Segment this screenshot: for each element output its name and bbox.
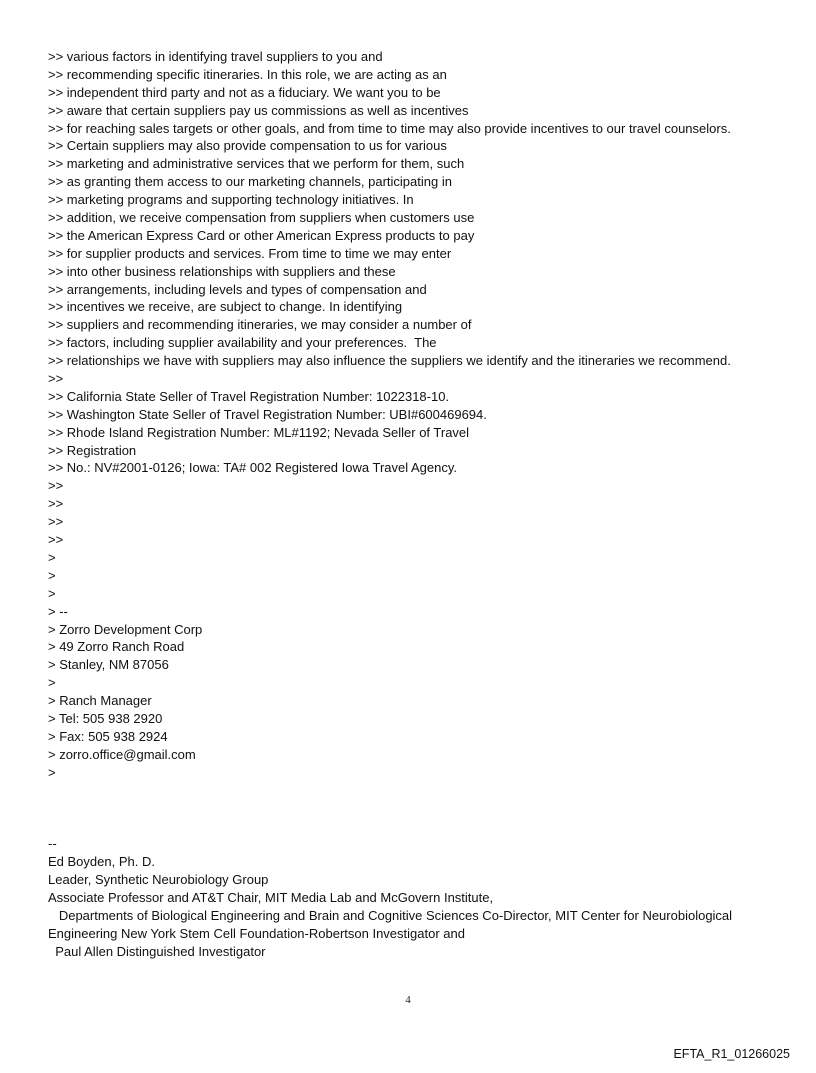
text-line: > Tel: 505 938 2920 xyxy=(48,710,163,726)
text-line: > -- xyxy=(48,603,68,619)
text-line: >> arrangements, including levels and types of compensation and xyxy=(48,281,427,297)
text-line: >> various factors in identifying travel suppliers to you and xyxy=(48,49,383,64)
text-line: >> factors, including supplier availability and your preferences. The xyxy=(48,335,437,351)
text-line: >> into other business relationships with suppliers and these xyxy=(48,263,396,279)
signature-title: Engineering New York Stem Cell Foundation-Robertson Investigator and xyxy=(48,925,465,941)
text-line: > Fax: 505 938 2924 xyxy=(48,728,168,744)
document-id: EFTA_R1_01266025 xyxy=(673,1047,790,1061)
text-line: >> suppliers and recommending itineraries, we may consider a number of xyxy=(48,317,472,333)
email-link[interactable]: > zorro.office@gmail.com xyxy=(48,746,196,762)
text-line: >> Registration xyxy=(48,442,137,458)
text-line: >> xyxy=(48,478,64,494)
text-line: > 49 Zorro Ranch Road xyxy=(48,639,185,655)
text-line: > Ranch Manager xyxy=(48,693,152,709)
text-line: >> relationships we have with suppliers may also influence the suppliers we identify and the itineraries we recommend. xyxy=(48,353,731,369)
text-line: >> incentives we receive, are subject to change. In identifying xyxy=(48,299,403,315)
text-line: >> xyxy=(48,514,64,530)
blank-line xyxy=(48,817,778,835)
text-line: >> Washington State Seller of Travel Registration Number: UBI#600469694. xyxy=(48,406,487,422)
text-line: >> recommending specific itineraries. In this role, we are acting as an xyxy=(48,66,447,82)
text-line: >> independent third party and not as a fiduciary. We want you to be xyxy=(48,84,441,100)
text-line: >> California State Seller of Travel Registration Number: 1022318-10. xyxy=(48,388,450,404)
text-line: >> as granting them access to our marketing channels, participating in xyxy=(48,174,452,190)
signature-title: Associate Professor and AT&T Chair, MIT Media Lab and McGovern Institute, xyxy=(48,889,494,905)
text-line: > xyxy=(48,675,56,691)
page-number: 4 xyxy=(405,994,411,1006)
blank-line xyxy=(48,782,778,800)
text-line: >> xyxy=(48,371,64,387)
text-line: > xyxy=(48,549,56,565)
text-line: > xyxy=(48,764,56,780)
text-line: > xyxy=(48,567,56,583)
text-line: >> addition, we receive compensation from suppliers when customers use xyxy=(48,210,475,226)
signature-title: Leader, Synthetic Neurobiology Group xyxy=(48,871,269,887)
text-line: >> for reaching sales targets or other goals, and from time to time may also provide incentives to our travel counselors. xyxy=(48,120,731,136)
text-line: >> marketing and administrative services that we perform for them, such xyxy=(48,156,465,172)
signature-separator: -- xyxy=(48,836,57,852)
text-line: >> for supplier products and services. From time to time we may enter xyxy=(48,245,452,261)
text-line: >> Rhode Island Registration Number: ML#1192; Nevada Seller of Travel xyxy=(48,424,470,440)
signature-title: Departments of Biological Engineering and Brain and Cognitive Sciences Co-Director, MIT Center for Neurobiological xyxy=(48,907,733,923)
email-body xyxy=(48,48,778,960)
text-line: >> No.: NV#2001-0126; Iowa: TA# 002 Registered Iowa Travel Agency. xyxy=(48,460,458,476)
text-line: > xyxy=(48,585,56,601)
text-line: > Zorro Development Corp xyxy=(48,621,203,637)
signature-name: Ed Boyden, Ph. D. xyxy=(48,854,155,870)
text-line: >> marketing programs and supporting technology initiatives. In xyxy=(48,192,414,208)
signature-title: Paul Allen Distinguished Investigator xyxy=(48,943,266,959)
text-line: > Stanley, NM 87056 xyxy=(48,657,169,673)
text-line: >> xyxy=(48,496,64,512)
blank-line xyxy=(48,799,778,817)
text-line: >> the American Express Card or other American Express products to pay xyxy=(48,227,475,243)
text-line: >> Certain suppliers may also provide compensation to us for various xyxy=(48,138,447,154)
text-line: >> xyxy=(48,532,64,548)
text-line: >> aware that certain suppliers pay us commissions as well as incentives xyxy=(48,102,469,118)
